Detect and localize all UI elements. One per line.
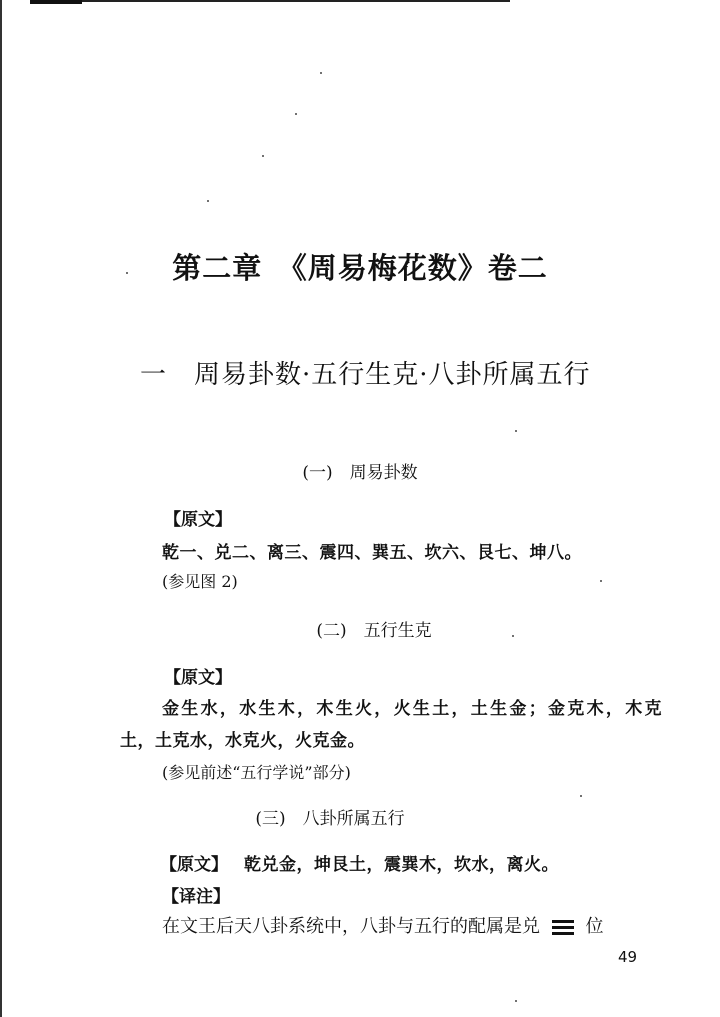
page-number: 49 [618, 948, 638, 966]
original-text-2-line-2: 土，土克水，水克火，火克金。 [120, 731, 365, 751]
original-text-label-1: 【原文】 [164, 510, 232, 530]
annotation-text [162, 912, 603, 938]
subsection-heading-1: (一) 周易卦数 [302, 463, 418, 483]
subsection-heading-2: (二) 五行生克 [316, 621, 432, 641]
annotation-text-end: 位 [585, 916, 604, 937]
scan-speck [515, 430, 517, 432]
chapter-title: 第二章 《周易梅花数》卷二 [172, 251, 548, 285]
section-title: 一 周易卦数·五行生克·八卦所属五行 [140, 360, 591, 390]
scan-speck [600, 580, 602, 582]
top-rule [30, 0, 510, 2]
scan-speck [320, 72, 322, 74]
scan-speck [207, 200, 209, 202]
dui-trigram-icon [552, 917, 574, 938]
reference-note-2: (参见前述“五行学说”部分) [162, 763, 351, 782]
original-text-label-3: 【原文】 [160, 855, 228, 875]
top-rule-thick [30, 0, 82, 4]
subsection-heading-3: (三) 八卦所属五行 [255, 809, 405, 829]
original-text-2-line-1: 金生水，水生木，木生火，火生土，土生金；金克木，木克 [162, 699, 662, 719]
original-text-label-2: 【原文】 [164, 668, 232, 688]
annotation-label: 【译注】 [162, 887, 230, 907]
scan-speck [580, 795, 582, 797]
scan-edge-line [0, 0, 2, 1017]
scan-speck [515, 1000, 517, 1002]
original-text-3: 乾兑金，坤艮土，震巽木，坎水，离火。 [244, 855, 559, 875]
scan-speck [262, 155, 264, 157]
original-text-1: 乾一、兑二、离三、震四、巽五、坎六、艮七、坤八。 [162, 543, 582, 563]
scan-speck [295, 113, 297, 115]
reference-note-1: (参见图 2) [162, 572, 238, 591]
annotation-text-body: 在文王后天八卦系统中，八卦与五行的配属是兑 [162, 916, 540, 937]
